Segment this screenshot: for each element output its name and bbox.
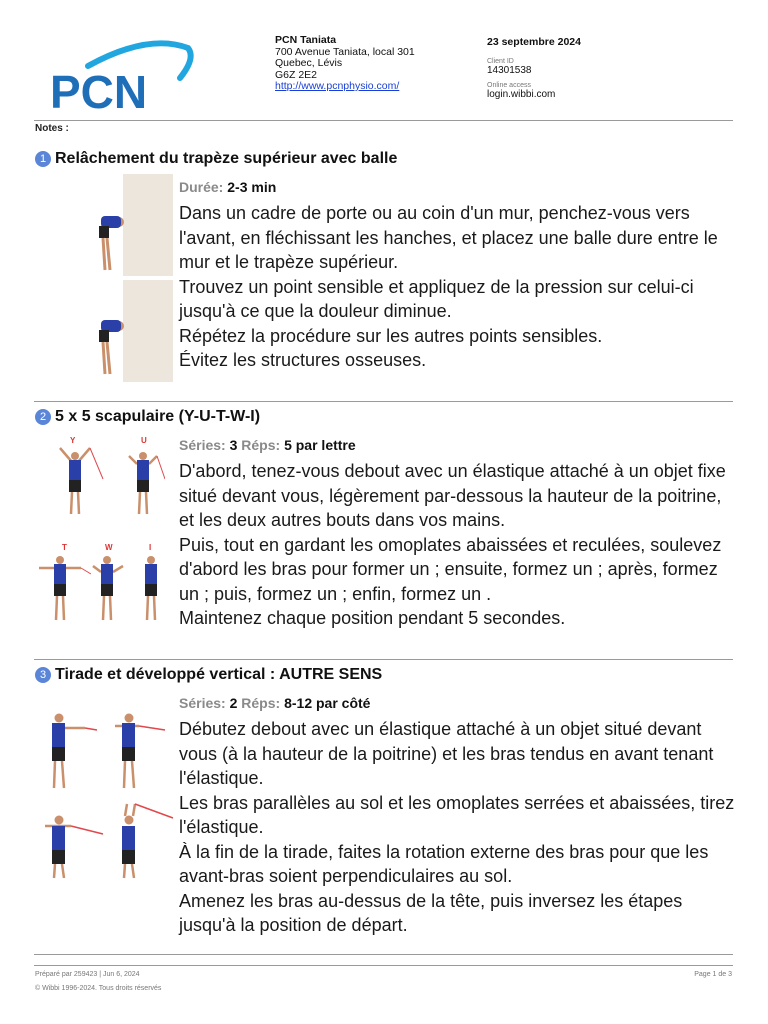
exercise-3-params (179, 695, 370, 711)
sets-label: Séries: (179, 695, 226, 711)
exercise-3-illustration (35, 700, 175, 880)
clinic-name: PCN Taniata (275, 34, 337, 46)
instruction-line: Dans un cadre de porte ou au coin d'un mur, penchez-vous vers l'avant, en fléchissant les hanches, et placez une balle dure entre le mur et le trapèze supérieur. (179, 203, 718, 272)
exercise-divider (34, 954, 733, 955)
sets-value: 2 (229, 695, 238, 711)
person-figure (115, 714, 165, 789)
clinic-info (275, 35, 415, 93)
footer-divider (34, 965, 733, 966)
exercise-2-params (179, 437, 356, 453)
notes-label: Notes : (35, 123, 69, 134)
reps-label: Réps: (241, 695, 281, 711)
sets-label: Séries: (179, 437, 226, 453)
header-divider (34, 120, 733, 121)
instruction-line: Puis, tout en gardant les omoplates abaissées et reculées, soulevez d'abord les bras pour former un ; ensuite, formez un ; après, formez un ; puis, formez un ; enfin, formez un . (179, 534, 722, 604)
instruction-line: Amenez les bras au-dessus de la tête, puis inversez les étapes jusqu'à la position de départ. (179, 890, 683, 935)
exercise-2-title (35, 408, 260, 426)
exercise-3-description (179, 717, 739, 938)
clinic-address-line2: Quebec, Lévis (275, 57, 343, 69)
document-date: 23 septembre 2024 (487, 36, 581, 48)
exercise-title-text: Tirade et développé vertical : AUTRE SENS (55, 666, 383, 683)
exercise-1-description (179, 201, 739, 373)
exercise-1-params (179, 179, 276, 195)
position-letter-y: Y (70, 436, 76, 445)
exercise-title-text: Relâchement du trapèze supérieur avec balle (55, 150, 398, 167)
pcn-logo (48, 38, 198, 118)
instruction-line: Débutez debout avec un élastique attaché à un objet situé devant vous (à la hauteur de la poitrine) et les bras tendus en avant tenant l'élastique. (179, 719, 714, 788)
person-figure (93, 556, 123, 620)
exercise-number-badge: 2 (35, 409, 51, 425)
exercise-title-text: 5 x 5 scapulaire (Y-U-T-W-I) (55, 408, 261, 425)
person-figure (122, 804, 173, 878)
reps-label: Réps: (241, 437, 281, 453)
exercise-1-illustration (93, 174, 173, 384)
clinic-postal-code: G6Z 2E2 (275, 68, 318, 81)
person-figure (39, 556, 91, 620)
person-figure (60, 448, 103, 514)
instruction-line: Répétez la procédure sur les autres points sensibles. (179, 325, 603, 346)
duration-value: 2-3 min (227, 179, 277, 195)
instruction-line: D'abord, tenez-vous debout avec un élastique attaché à un objet fixe situé devant vous, légèrement par-dessous la hauteur de la poitrine, et les deux autres bouts dans vos mains. (179, 461, 726, 530)
page-number: Page 1 de 3 (694, 971, 732, 978)
instruction-line: Évitez les structures osseuses. (179, 350, 427, 370)
exercise-number-badge: 1 (35, 151, 51, 167)
sets-value: 3 (229, 437, 238, 453)
svg-text:PCN: PCN (50, 66, 148, 118)
position-letter-t: T (62, 543, 67, 552)
client-id-label: Client ID (487, 58, 514, 65)
position-letter-u: U (141, 436, 147, 445)
clinic-website-link[interactable]: http://www.pcnphysio.com/ (275, 80, 400, 92)
duration-label: Durée: (179, 179, 224, 195)
client-id-value: 14301538 (487, 65, 532, 76)
person-figure (45, 816, 103, 879)
person-figure (129, 452, 165, 514)
reps-value: 5 par lettre (284, 437, 356, 453)
exercise-2-description (179, 459, 739, 631)
person-figure (99, 216, 124, 270)
document-meta (487, 36, 581, 100)
instruction-line: Les bras parallèles au sol et les omoplates serrées et abaissées, tirez l'élastique. (179, 792, 735, 837)
footer-prepared: Préparé par 259423 | Jun 6, 2024 (35, 971, 140, 978)
instruction-line: À la fin de la tirade, faites la rotation externe des bras pour que les avant-bras soient perpendiculaires au sol. (179, 841, 709, 886)
position-letter-i: I (149, 543, 152, 552)
exercise-1-title (35, 150, 397, 168)
exercise-number-badge: 3 (35, 667, 51, 683)
online-access-value: login.wibbi.com (487, 89, 556, 100)
reps-value: 8-12 par côté (284, 695, 371, 711)
exercise-2-illustration (35, 434, 165, 644)
person-figure (52, 714, 97, 789)
instruction-line: Maintenez chaque position pendant 5 secondes. (179, 608, 566, 628)
instruction-line: Trouvez un point sensible et appliquez de la pression sur celui-ci jusqu'à ce que la douleur diminue. (179, 276, 694, 321)
person-figure (145, 556, 157, 620)
position-letter-w: W (105, 543, 113, 552)
exercise-divider (34, 659, 733, 660)
online-access-label: Online access (487, 82, 531, 89)
exercise-divider (34, 401, 733, 402)
exercise-3-title (35, 666, 382, 684)
footer-copyright: © Wibbi 1996-2024. Tous droits réservés (35, 985, 162, 992)
clinic-address-line1: 700 Avenue Taniata, local 301 (275, 45, 415, 58)
person-figure (99, 320, 124, 374)
